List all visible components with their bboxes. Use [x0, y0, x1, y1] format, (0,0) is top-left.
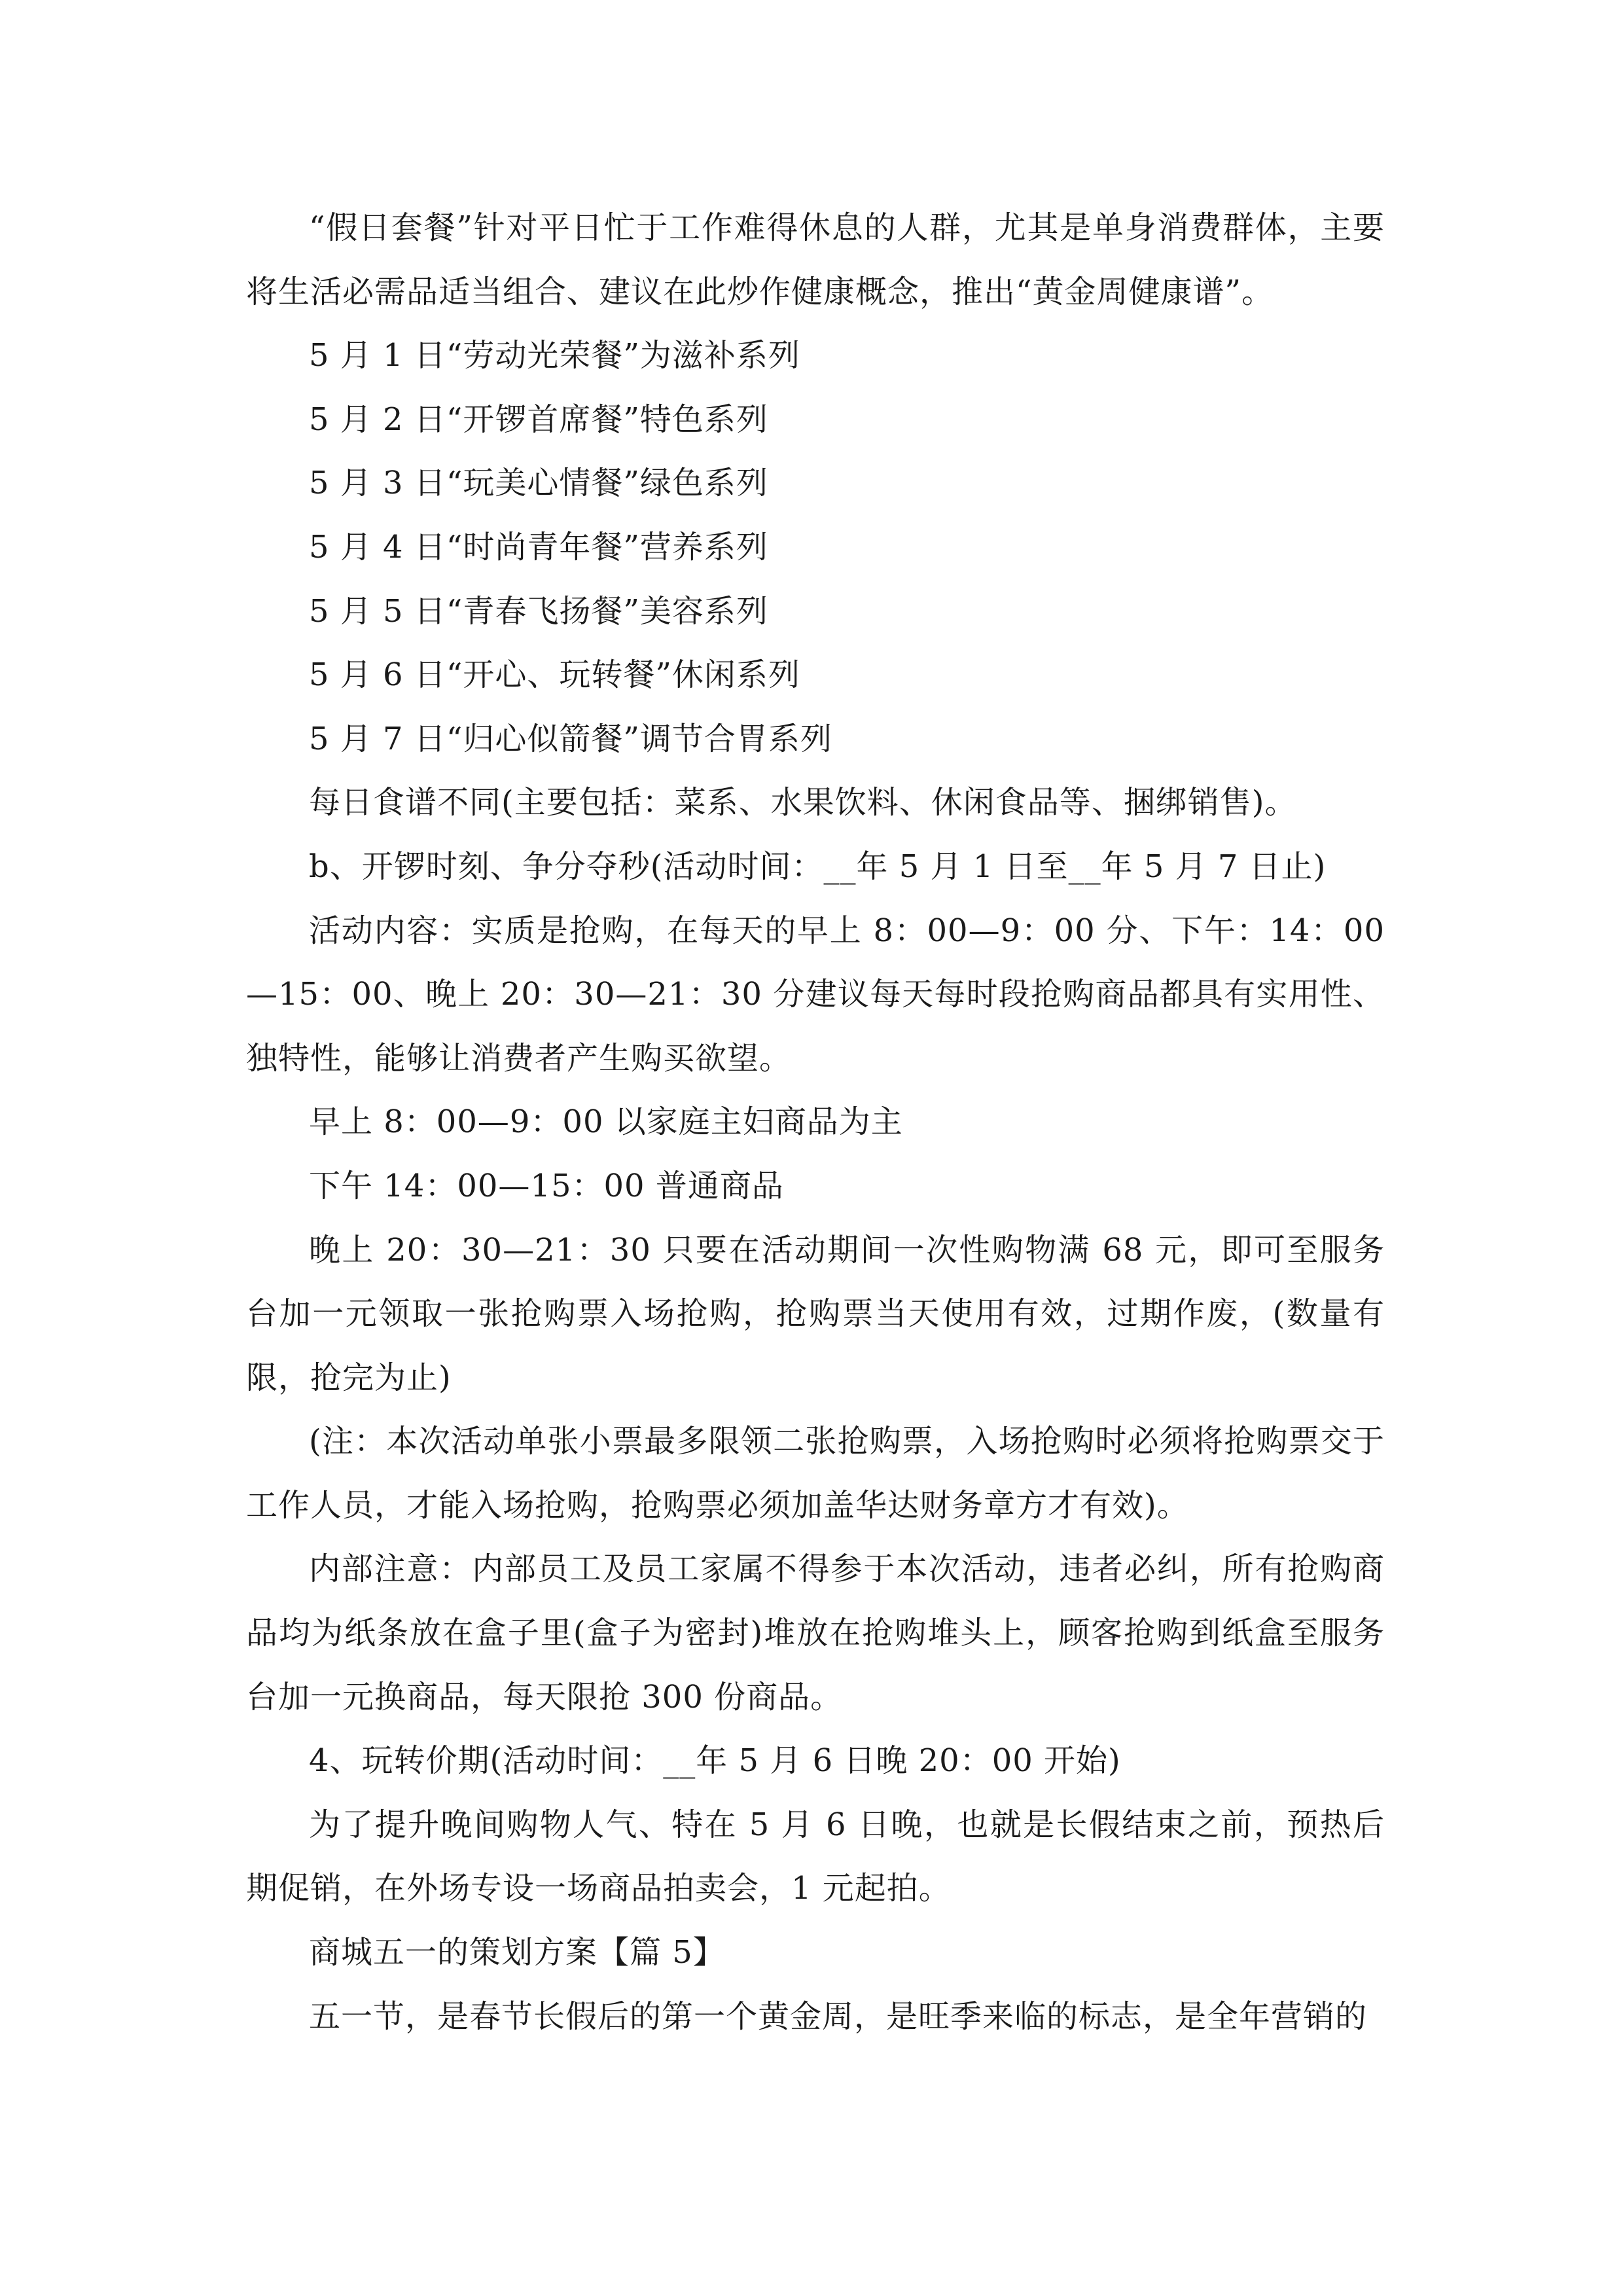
menu-day-3: 5 月 3 日“玩美心情餐”绿色系列	[309, 465, 768, 502]
menu-day-1: 5 月 1 日“劳动光荣餐”为滋补系列	[309, 337, 800, 374]
paragraph-afternoon-slot: 下午 14：00—15：00 普通商品	[309, 1167, 784, 1204]
paragraph-evening-slot: 晚上 20：30—21：30 只要在活动期间一次性购物满 68 元，即可至服务台加一元领取一张抢购票入场抢购，抢购票当天使用有效，过期作废，(数量有限，抢完为止)	[246, 1231, 1385, 1396]
paragraph-note: (注：本次活动单张小票最多限领二张抢购票，入场抢购时必须将抢购票交于工作人员，才能入场抢购，抢购票必须加盖华达财务章方才有效)。	[246, 1423, 1385, 1524]
section-title-part-5: 商城五一的策划方案【篇 5】	[309, 1934, 725, 1971]
paragraph-internal-notice: 内部注意：内部员工及员工家属不得参于本次活动，违者必纠，所有抢购商品均为纸条放在盒子里(盒子为密封)堆放在抢购堆头上，顾客抢购到纸盒至服务台加一元换商品，每天限抢 300 份商品。	[246, 1551, 1385, 1715]
paragraph-holiday-package: “假日套餐”针对平日忙于工作难得休息的人群，尤其是单身消费群体，主要将生活必需品适当组合、建议在此炒作健康概念，推出“黄金周健康谱”。	[246, 209, 1385, 310]
menu-day-2: 5 月 2 日“开锣首席餐”特色系列	[309, 401, 768, 438]
menu-day-5: 5 月 5 日“青春飞扬餐”美容系列	[309, 592, 768, 630]
section-b-heading: b、开锣时刻、争分夺秒(活动时间：__年 5 月 1 日至__年 5 月 7 日止)	[309, 848, 1327, 885]
menu-day-7: 5 月 7 日“归心似箭餐”调节合胃系列	[309, 720, 832, 757]
paragraph-activity-content: 活动内容：实质是抢购，在每天的早上 8：00—9：00 分、下午：14：00—15：00、晚上 20：30—21：30 分建议每天每时段抢购商品都具有实用性、独特性，能够让消费者产生购买欲望。	[246, 912, 1385, 1077]
paragraph-auction: 为了提升晚间购物人气、特在 5 月 6 日晚，也就是长假结束之前，预热后期促销，在外场专设一场商品拍卖会，1 元起拍。	[246, 1806, 1385, 1907]
section-4-heading: 4、玩转价期(活动时间：__年 5 月 6 日晚 20：00 开始)	[309, 1742, 1121, 1780]
paragraph-may-day-intro: 五一节，是春节长假后的第一个黄金周，是旺季来临的标志，是全年营销的	[309, 1998, 1368, 2035]
menu-day-4: 5 月 4 日“时尚青年餐”营养系列	[309, 528, 768, 565]
paragraph-morning-slot: 早上 8：00—9：00 以家庭主妇商品为主	[309, 1103, 903, 1141]
document-body	[246, 196, 1385, 2049]
paragraph-daily-menu: 每日食谱不同(主要包括：菜系、水果饮料、休闲食品等、捆绑销售)。	[309, 784, 1297, 821]
menu-day-6: 5 月 6 日“开心、玩转餐”休闲系列	[309, 656, 800, 694]
